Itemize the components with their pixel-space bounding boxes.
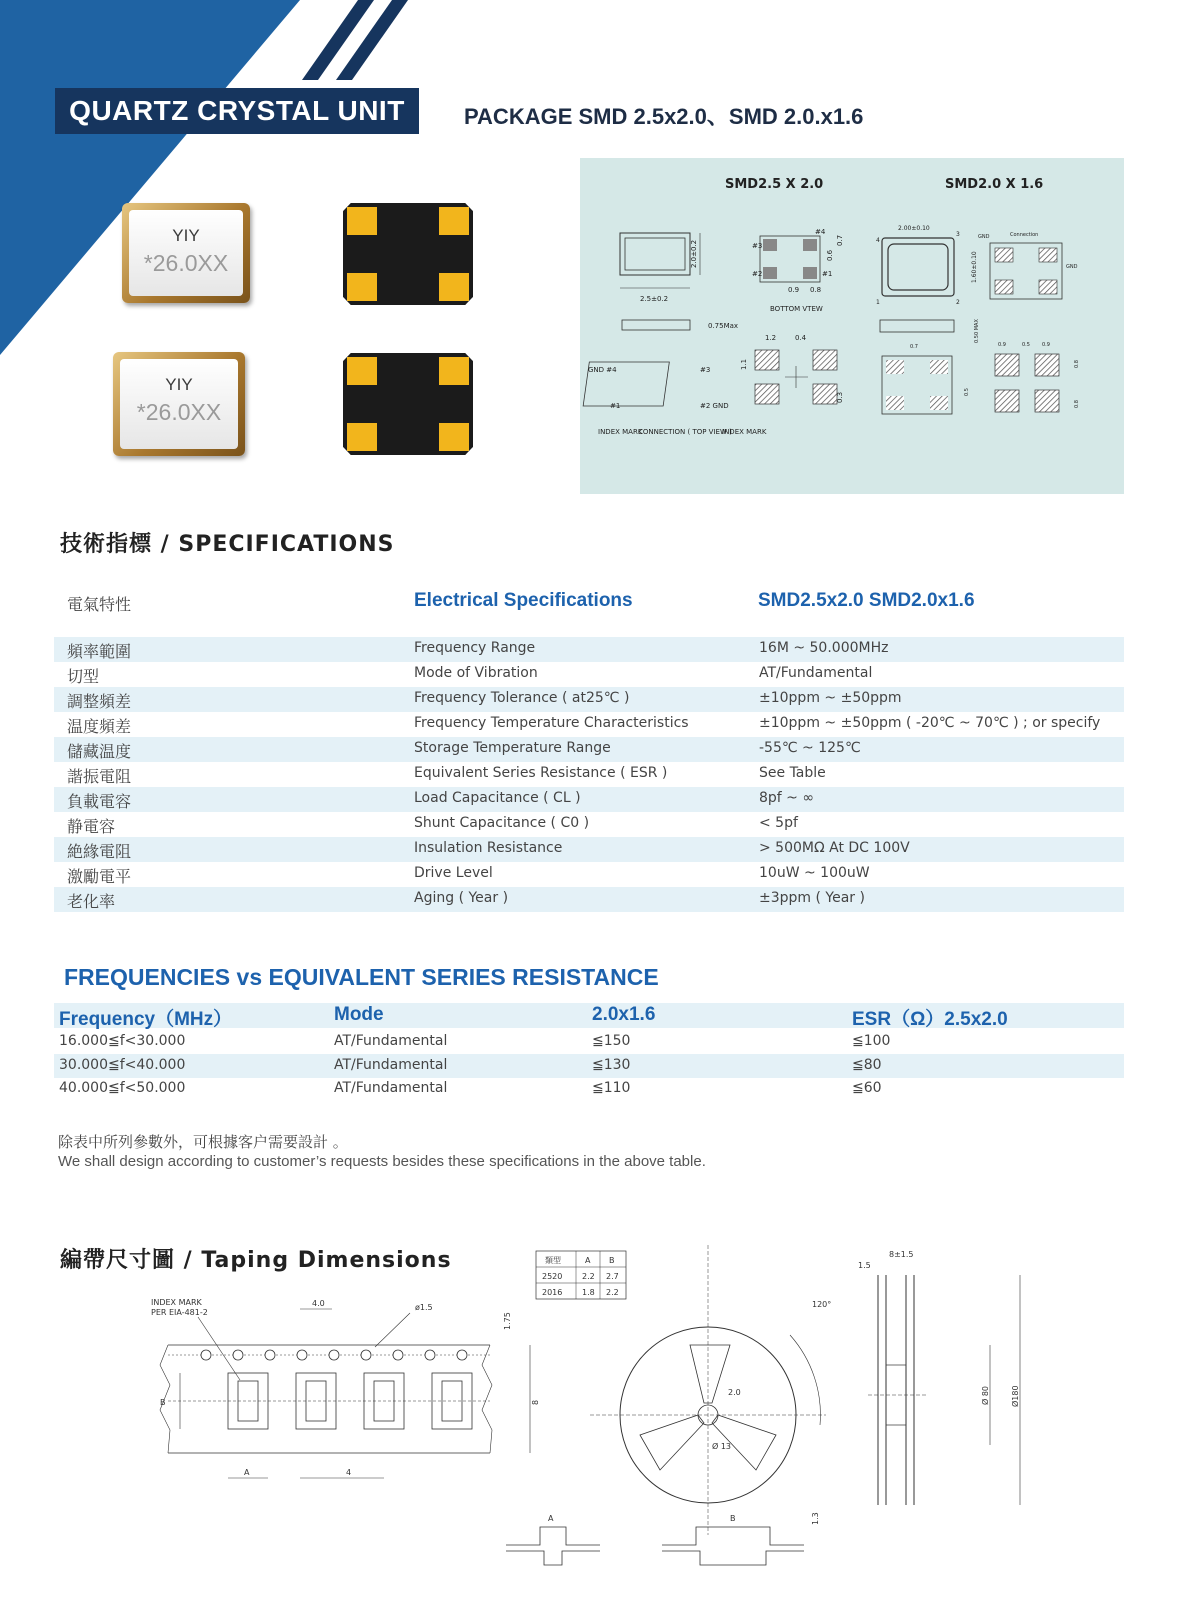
taping-drawing — [0, 1235, 1194, 1590]
svg-text:A: A — [548, 1514, 554, 1523]
spec-label-en: Insulation Resistance — [414, 840, 563, 856]
esr-header-20x16: 2.0x1.6 — [592, 1004, 656, 1025]
svg-text:0.3: 0.3 — [836, 391, 844, 403]
spec-value: > 500MΩ At DC 100V — [759, 840, 910, 856]
esr-cell: ≦80 — [852, 1057, 882, 1073]
chip-marking: *26.0XX — [143, 250, 229, 276]
svg-text:0.9: 0.9 — [998, 342, 1006, 348]
svg-text:1.3: 1.3 — [811, 1512, 820, 1525]
spec-label-en: Frequency Tolerance ( at25℃ ) — [414, 690, 630, 706]
drawing-title-20x16: SMD2.0 X 1.6 — [945, 177, 1044, 192]
spec-label-cn: 切型 — [67, 667, 100, 686]
svg-text:4: 4 — [876, 237, 880, 244]
svg-text:CONNECTION ( TOP VIEW ): CONNECTION ( TOP VIEW ) — [638, 428, 732, 436]
spec-value: 8pf ~ ∞ — [759, 790, 815, 806]
spec-value: AT/Fundamental — [759, 665, 873, 681]
svg-text:2.5±0.2: 2.5±0.2 — [640, 295, 669, 303]
esr-cell: ≦150 — [592, 1033, 631, 1049]
svg-text:A: A — [244, 1468, 250, 1477]
spec-label-en: Frequency Range — [414, 640, 536, 656]
svg-text:GND #4: GND #4 — [588, 366, 617, 374]
esr-cell: AT/Fundamental — [334, 1080, 448, 1096]
esr-header-25x20: ESR（Ω）2.5x2.0 — [852, 1009, 1008, 1030]
spec-label-en: Drive Level — [414, 865, 493, 881]
spec-label-en: Frequency Temperature Characteristics — [414, 715, 689, 731]
spec-label-cn: 温度頻差 — [67, 717, 132, 736]
svg-text:B: B — [160, 1398, 166, 1407]
svg-text:#3: #3 — [752, 242, 763, 250]
svg-text:0.8: 0.8 — [1074, 400, 1080, 408]
spec-label-cn: 諧振電阻 — [67, 767, 132, 786]
svg-text:B: B — [730, 1514, 736, 1523]
spec-value: 16M ~ 50.000MHz — [759, 640, 889, 656]
svg-text:ø1.5: ø1.5 — [415, 1303, 433, 1312]
svg-text:0.6: 0.6 — [826, 249, 834, 261]
taping-heading: 編帶尺寸圖 / Taping Dimensions — [60, 1248, 452, 1273]
svg-text:0.75Max: 0.75Max — [708, 322, 739, 330]
specifications-heading: 技術指標 / SPECIFICATIONS — [60, 532, 395, 557]
spec-header-cn: 電氣特性 — [67, 595, 132, 614]
svg-text:Connection: Connection — [1010, 232, 1039, 238]
svg-text:#1: #1 — [822, 270, 833, 278]
esr-title: FREQUENCIES vs EQUIVALENT SERIES RESISTANCE — [64, 964, 659, 990]
crystal-bottom-photo-20x16 — [343, 353, 473, 455]
svg-text:2520: 2520 — [542, 1272, 563, 1281]
svg-text:0.5: 0.5 — [1022, 342, 1030, 348]
svg-text:2.0: 2.0 — [728, 1388, 741, 1397]
svg-text:0.9: 0.9 — [1042, 342, 1050, 348]
svg-text:120°: 120° — [812, 1300, 832, 1309]
svg-text:2: 2 — [956, 299, 960, 306]
spec-label-cn: 負載電容 — [67, 792, 132, 811]
spec-label-en: Mode of Vibration — [414, 665, 538, 681]
spec-label-en: Aging ( Year ) — [414, 890, 509, 906]
spec-row — [54, 862, 1124, 887]
chip-brand: YIY — [172, 226, 200, 245]
spec-value: ±10ppm ~ ±50ppm ( -20℃ ~ 70℃ ) ; or specify — [759, 715, 1101, 731]
svg-text:2016: 2016 — [542, 1288, 563, 1297]
svg-text:1.2: 1.2 — [765, 334, 777, 342]
esr-cell: AT/Fundamental — [334, 1033, 448, 1049]
svg-text:2.2: 2.2 — [582, 1272, 595, 1281]
spec-value: < 5pf — [759, 815, 798, 831]
svg-text:2.00±0.10: 2.00±0.10 — [898, 225, 930, 232]
crystal-bottom-photo-25x20 — [343, 203, 473, 305]
svg-text:2.7: 2.7 — [606, 1272, 619, 1281]
spec-label-cn: 調整頻差 — [67, 692, 132, 711]
svg-text:PER EIA-481-2: PER EIA-481-2 — [151, 1308, 208, 1317]
svg-text:4.0: 4.0 — [312, 1299, 325, 1308]
esr-cell: 30.000≦f<40.000 — [59, 1057, 186, 1073]
package-title: PACKAGE SMD 2.5x2.0、SMD 2.0.x1.6 — [464, 104, 864, 129]
page-title: QUARTZ CRYSTAL UNIT — [55, 88, 419, 134]
svg-text:3: 3 — [956, 231, 960, 238]
spec-label-cn: 頻率範圍 — [67, 642, 132, 661]
spec-value: ±3ppm ( Year ) — [759, 890, 865, 906]
spec-row — [54, 787, 1124, 812]
svg-text:BOTTOM VTEW: BOTTOM VTEW — [770, 305, 823, 313]
spec-label-cn: 絶緣電阻 — [67, 842, 132, 861]
svg-text:0.4: 0.4 — [795, 334, 807, 342]
svg-text:2.0±0.2: 2.0±0.2 — [690, 239, 698, 268]
esr-cell: 40.000≦f<50.000 — [59, 1080, 186, 1096]
spec-label-cn: 儲藏温度 — [67, 742, 132, 761]
svg-text:Ø 80: Ø 80 — [981, 1385, 990, 1405]
svg-text:1.75: 1.75 — [503, 1312, 512, 1330]
spec-label-en: Storage Temperature Range — [414, 740, 611, 756]
table-row — [54, 1077, 1124, 1101]
svg-text:4: 4 — [346, 1468, 352, 1477]
svg-text:2.2: 2.2 — [606, 1288, 619, 1297]
svg-text:#4: #4 — [815, 228, 826, 236]
esr-cell: ≦60 — [852, 1080, 882, 1096]
spec-value: ±10ppm ~ ±50ppm — [759, 690, 902, 706]
spec-header-values: SMD2.5x2.0 SMD2.0x1.6 — [758, 590, 975, 611]
svg-text:1: 1 — [876, 299, 880, 306]
note-english: We shall design according to customer’s requests besides these specifications in the above table. — [58, 1153, 706, 1170]
svg-text:INDEX MARK: INDEX MARK — [722, 428, 767, 436]
esr-cell: ≦130 — [592, 1057, 631, 1073]
chip-brand: YIY — [165, 375, 193, 394]
svg-text:1.60±0.10: 1.60±0.10 — [971, 251, 978, 283]
spec-row — [54, 837, 1124, 862]
esr-header-mode: Mode — [334, 1004, 384, 1025]
svg-text:B: B — [609, 1256, 615, 1265]
spec-label-en: Equivalent Series Resistance ( ESR ) — [414, 765, 668, 781]
dimension-drawing-panel — [580, 158, 1124, 494]
crystal-top-photo-20x16 — [113, 352, 245, 456]
package-drawings — [580, 158, 1124, 494]
spec-row — [54, 762, 1124, 787]
svg-text:#3: #3 — [700, 366, 711, 374]
svg-text:INDEX MARK: INDEX MARK — [598, 428, 643, 436]
svg-text:0.8: 0.8 — [810, 286, 822, 294]
spec-label-cn: 激勵電平 — [67, 867, 132, 886]
esr-cell: 16.000≦f<30.000 — [59, 1033, 186, 1049]
esr-cell: ≦110 — [592, 1080, 631, 1096]
svg-text:0.8: 0.8 — [1074, 360, 1080, 368]
esr-table-header — [54, 1003, 1124, 1028]
esr-cell: AT/Fundamental — [334, 1057, 448, 1073]
spec-label-en: Shunt Capacitance ( C0 ) — [414, 815, 590, 831]
svg-text:0.7: 0.7 — [910, 344, 918, 350]
svg-text:GND: GND — [1066, 264, 1078, 270]
svg-text:Ø 13: Ø 13 — [712, 1442, 732, 1451]
svg-text:INDEX MARK: INDEX MARK — [151, 1298, 202, 1307]
spec-row — [54, 662, 1124, 687]
spec-row — [54, 712, 1124, 737]
esr-header-frequency: Frequency（MHz） — [59, 1009, 233, 1030]
svg-text:0.50 MAX: 0.50 MAX — [974, 319, 980, 343]
spec-row — [54, 737, 1124, 762]
spec-value: 10uW ~ 100uW — [759, 865, 870, 881]
chip-marking: *26.0XX — [136, 399, 222, 425]
spec-value: -55℃ ~ 125℃ — [759, 740, 861, 756]
spec-row — [54, 887, 1124, 912]
spec-row — [54, 637, 1124, 662]
svg-text:0.7: 0.7 — [836, 234, 844, 246]
drawing-title-25x20: SMD2.5 X 2.0 — [725, 177, 824, 192]
table-row — [54, 1030, 1124, 1054]
spec-header-en: Electrical Specifications — [414, 590, 633, 611]
svg-text:0.9: 0.9 — [788, 286, 800, 294]
svg-text:8: 8 — [531, 1399, 540, 1405]
spec-label-cn: 老化率 — [67, 892, 116, 911]
svg-text:類型: 類型 — [545, 1256, 561, 1265]
crystal-top-photo-25x20 — [122, 203, 250, 303]
table-row — [54, 1054, 1124, 1078]
svg-text:Ø180: Ø180 — [1011, 1385, 1020, 1407]
spec-label-en: Load Capacitance ( CL ) — [414, 790, 581, 806]
svg-text:#2: #2 — [752, 270, 763, 278]
spec-label-cn: 静電容 — [67, 817, 116, 836]
spec-value: See Table — [759, 765, 826, 781]
svg-text:0.5: 0.5 — [964, 388, 970, 396]
svg-text:1.1: 1.1 — [740, 358, 748, 370]
svg-text:GND: GND — [978, 234, 990, 240]
svg-text:#1: #1 — [610, 402, 621, 410]
spec-row — [54, 687, 1124, 712]
svg-text:8±1.5: 8±1.5 — [889, 1250, 914, 1259]
svg-text:1.8: 1.8 — [582, 1288, 595, 1297]
spec-row — [54, 812, 1124, 837]
svg-text:1.5: 1.5 — [858, 1261, 871, 1270]
svg-text:#2 GND: #2 GND — [700, 402, 729, 410]
note-chinese: 除表中所列參數外，可根據客户需要設計 。 — [58, 1133, 348, 1151]
esr-cell: ≦100 — [852, 1033, 891, 1049]
svg-text:A: A — [585, 1256, 591, 1265]
